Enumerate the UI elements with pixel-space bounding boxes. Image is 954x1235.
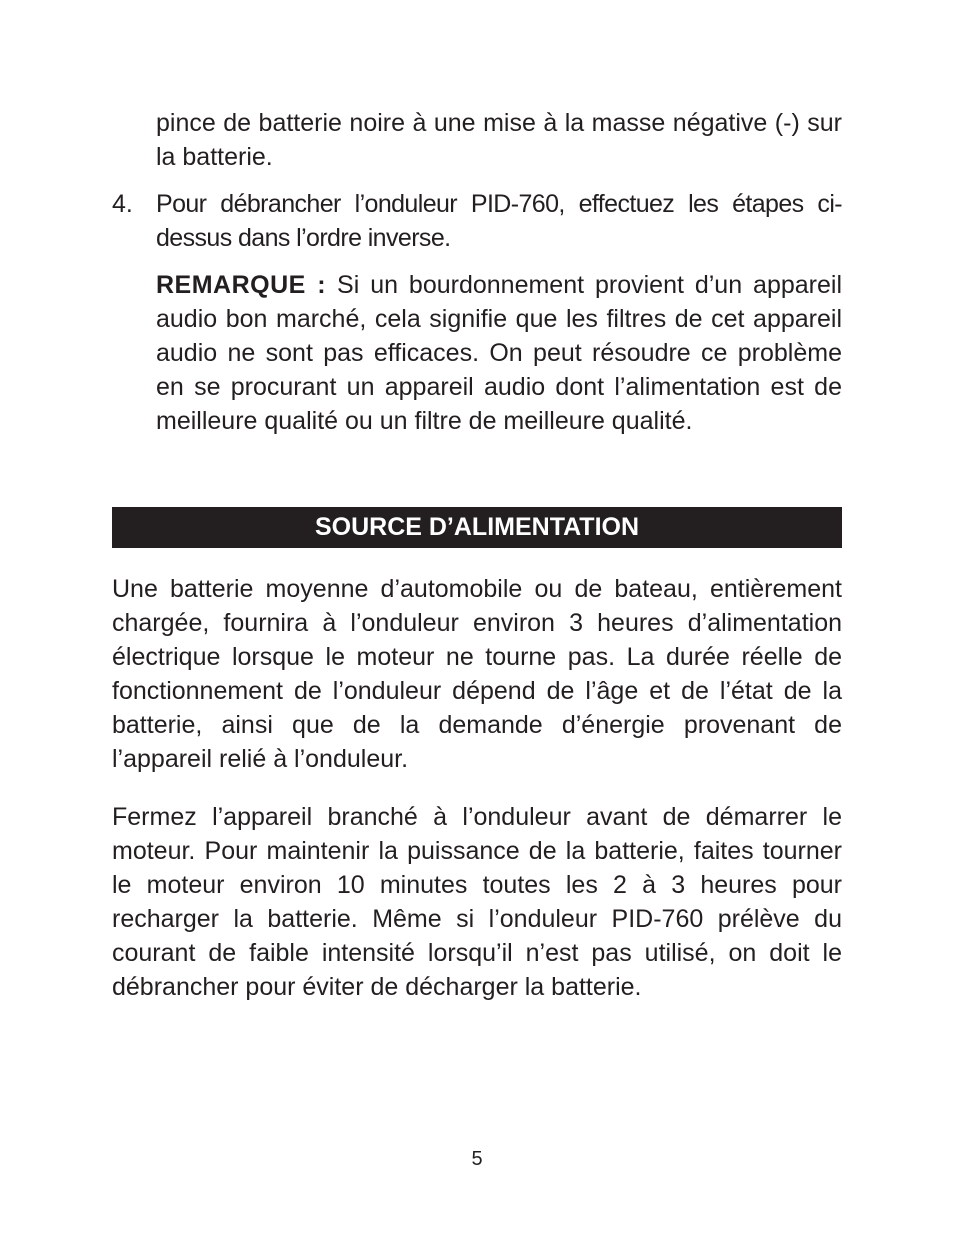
note-paragraph [156, 268, 842, 438]
page-number: 5 [471, 1148, 483, 1170]
continuation-paragraph: pince de batterie noire à une mise à la masse négative (-) sur la batterie. [156, 109, 842, 171]
note-label: REMARQUE : [156, 271, 327, 299]
step-number: 4. [112, 190, 133, 218]
step-text: Pour débrancher l’onduleur PID-760, effectuez les étapes ci-dessus dans l’ordre inverse. [156, 190, 842, 252]
note-text: Si un bourdonnement provient d’un appareil audio bon marché, cela signifie que les filtres de cet appareil audio ne sont pas efficaces. On peut résoudre ce problème en se procurant un appareil audio dont l’alimentation est de meilleure qualité ou un filtre de meilleure qualité. [156, 271, 843, 435]
section-paragraph-1: Une batterie moyenne d’automobile ou de bateau, entièrement chargée, fournira à l’onduleur environ 3 heures d’alimentation électrique lorsque le moteur ne tourne pas. La durée réelle de fonctionnement de l’onduleur dépend de l’âge et de l’état de la batterie, ainsi que de la demande d’énergie provenant de l’appareil relié à l’onduleur. [112, 575, 842, 773]
section-header: SOURCE D’ALIMENTATION [112, 507, 842, 548]
section-paragraph-2: Fermez l’appareil branché à l’onduleur avant de démarrer le moteur. Pour maintenir la puissance de la batterie, faites tourner le moteur environ 10 minutes toutes les 2 à 3 heures pour recharger la batterie. Même si l’onduleur PID-760 prélève du courant de faible intensité lorsqu’il n’est pas utilisé, on doit le débrancher pour éviter de décharger la batterie. [112, 803, 842, 1001]
